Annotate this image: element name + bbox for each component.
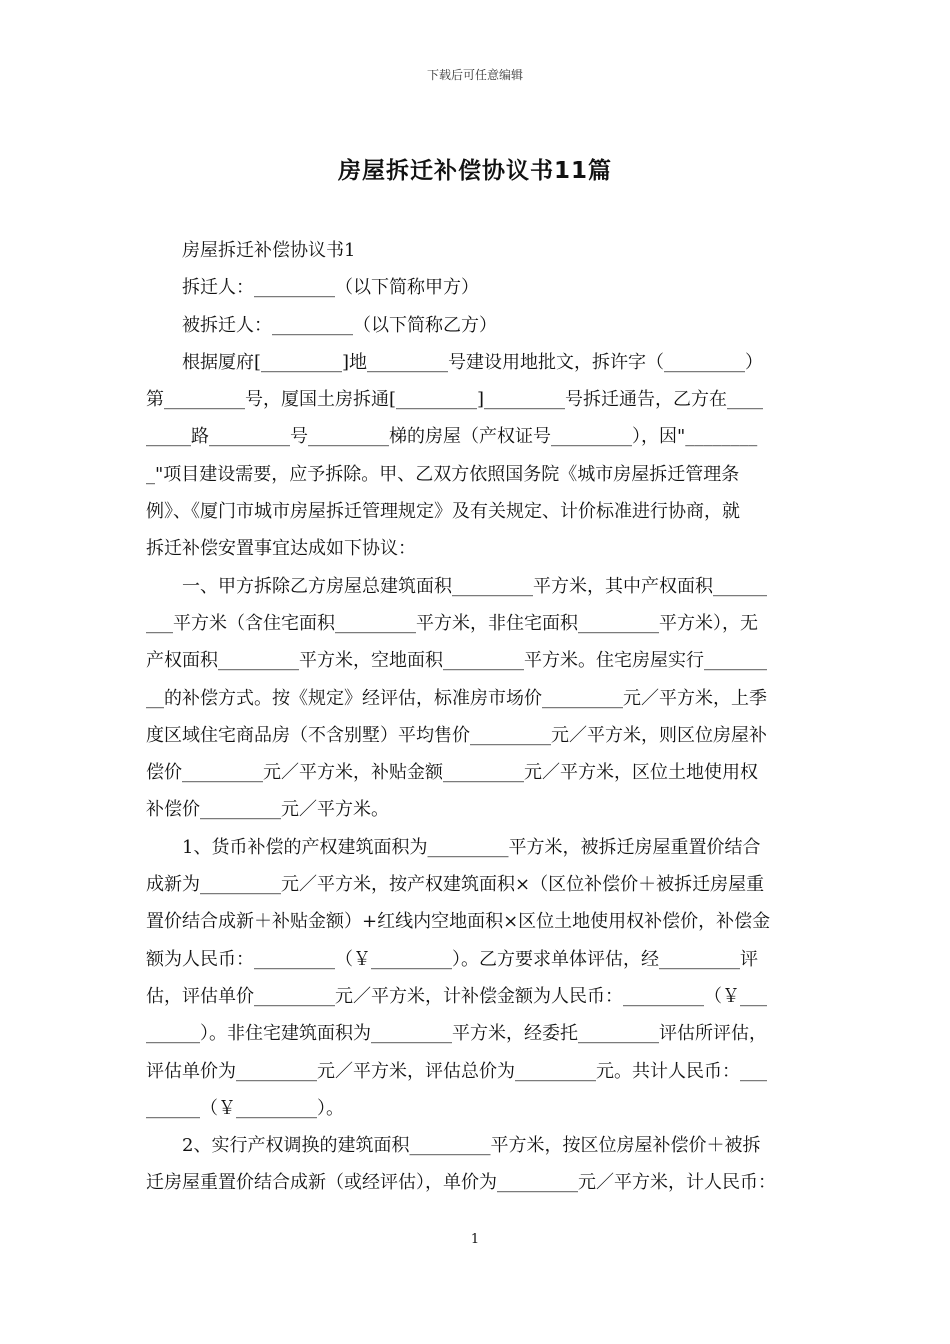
text-line: 房屋拆迁补偿协议书1 <box>146 240 356 261</box>
text-line: 评估单价为_________元／平方米，评估总价为_________元。共计人民币：___ <box>146 1060 767 1082</box>
text-line: 根据厦府[_________]地_________号建设用地批文，拆许字（_________） <box>146 351 764 373</box>
text-line: _____路_________号_________梯的房屋（产权证号_________），因"________ <box>146 426 758 448</box>
document-body <box>146 232 810 1202</box>
text-line: 拆迁人：_________（以下简称甲方） <box>146 277 479 299</box>
text-line: 第_________号，厦国土房拆通[_________]_________号拆迁通告，乙方在____ <box>146 389 764 411</box>
text-line: 估，评估单价_________元／平方米，计补偿金额为人民币：_________（￥___ <box>146 985 767 1007</box>
text-line: 2、实行产权调换的建筑面积_________平方米，按区位房屋补偿价＋被拆 <box>146 1135 761 1157</box>
text-line: _"项目建设需要，应予拆除。甲、乙双方依照国务院《城市房屋拆迁管理条 <box>146 463 740 485</box>
text-line: 成新为_________元／平方米，按产权建筑面积×（区位补偿价＋被拆迁房屋重 <box>146 874 765 896</box>
text-line: 例》、《厦门市城市房屋拆迁管理规定》及有关规定、计价标准进行协商，就 <box>146 501 740 523</box>
text-line: 被拆迁人：_________（以下简称乙方） <box>146 314 497 336</box>
text-line: 额为人民币：_________（￥_________）。乙方要求单体评估，经_________评 <box>146 948 758 970</box>
text-line: 度区域住宅商品房（不含别墅）平均售价_________元／平方米，则区位房屋补 <box>146 724 767 746</box>
text-line: 置价结合成新＋补贴金额）+红线内空地面积×区位土地使用权补偿价，补偿金 <box>146 911 771 933</box>
text-line: 拆迁补偿安置事宜达成如下协议： <box>146 538 416 560</box>
text-line: 迁房屋重置价结合成新（或经评估），单价为_________元／平方米，计人民币： <box>146 1172 776 1194</box>
text-line: ______）。非住宅建筑面积为_________平方米，经委托_________评估所评估， <box>146 1023 767 1045</box>
text-line: 产权面积_________平方米，空地面积_________平方米。住宅房屋实行_______ <box>146 650 767 672</box>
text-line: 1、货币补偿的产权建筑面积为_________平方米，被拆迁房屋重置价结合 <box>146 836 761 858</box>
text-line: 偿价_________元／平方米，补贴金额_________元／平方米，区位土地使用权 <box>146 762 758 784</box>
text-line: ______（￥_________）。 <box>146 1097 344 1119</box>
header-note: 下载后可任意编辑 <box>426 68 523 82</box>
page-number: 1 <box>470 1232 480 1247</box>
text-line: __的补偿方式。按《规定》经评估，标准房市场价_________元／平方米，上季 <box>146 687 767 709</box>
text-line: ___平方米（含住宅面积_________平方米，非住宅面积_________平方米），无 <box>146 612 758 634</box>
document-title: 房屋拆迁补偿协议书11篇 <box>337 158 612 184</box>
text-line: 一、甲方拆除乙方房屋总建筑面积_________平方米，其中产权面积______ <box>146 575 767 597</box>
text-line: 补偿价_________元／平方米。 <box>146 799 389 821</box>
